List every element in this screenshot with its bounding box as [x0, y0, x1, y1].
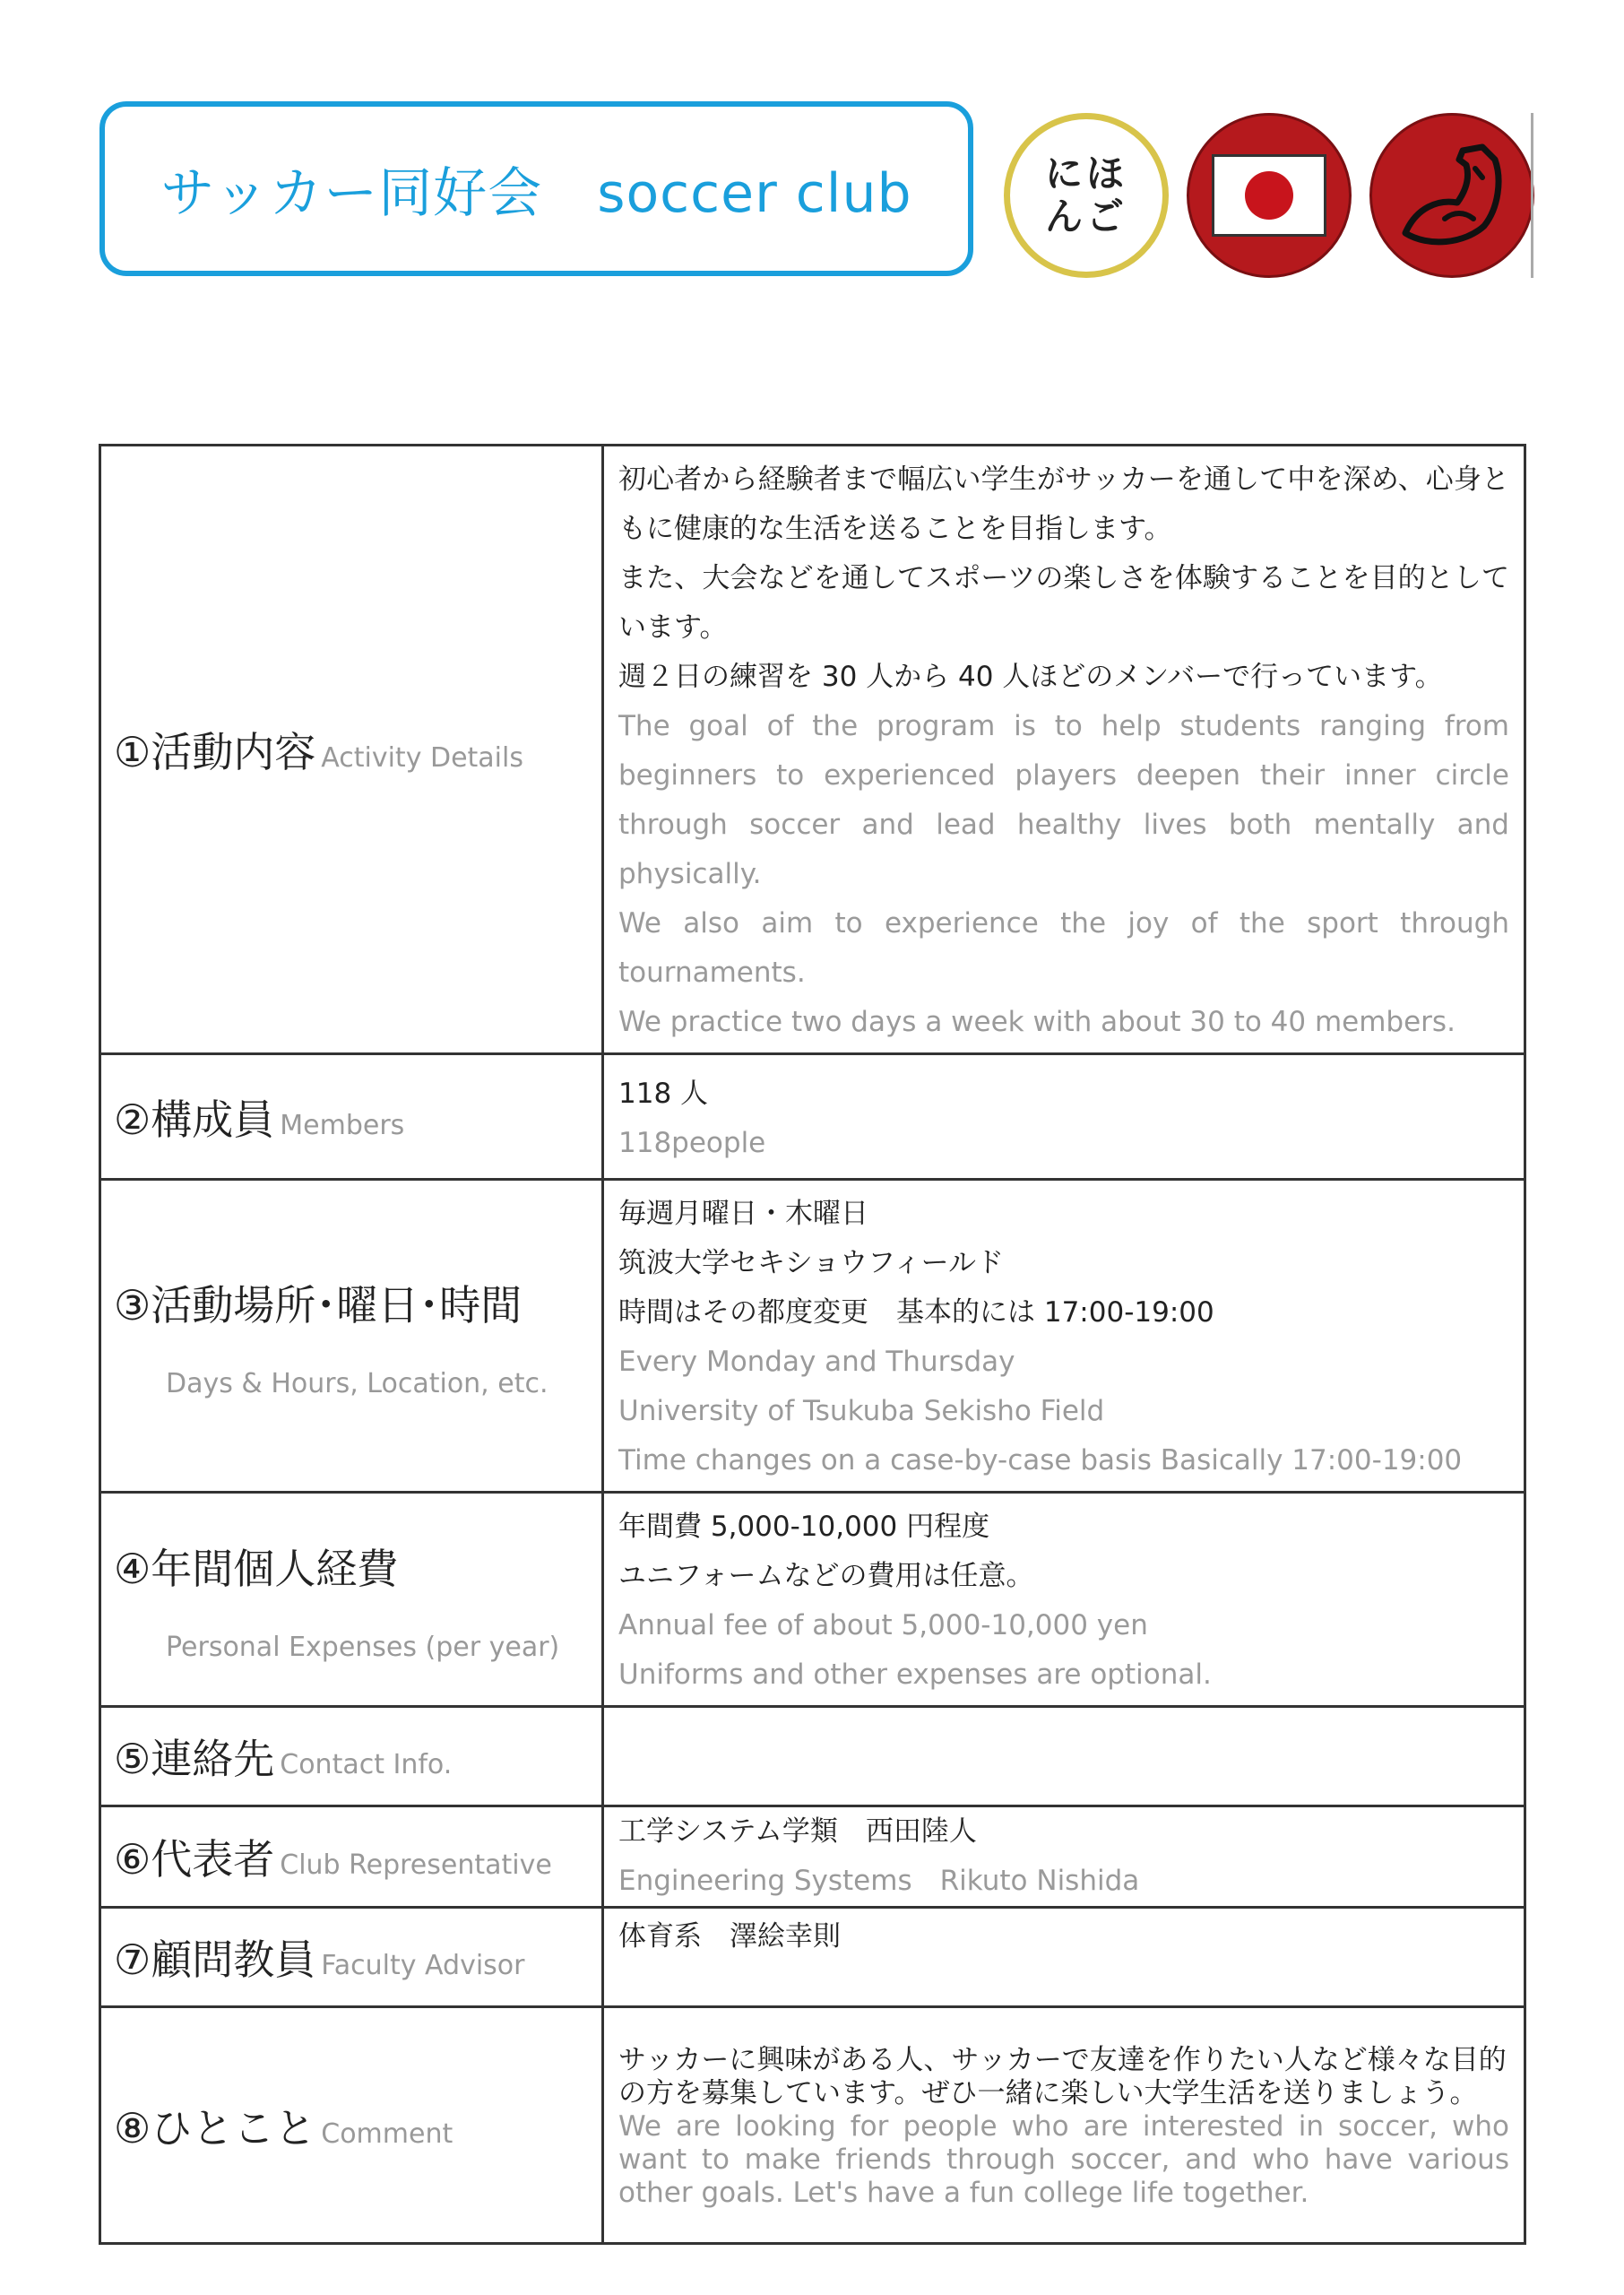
value-cell-schedule	[603, 1180, 1525, 1493]
value-cell-representative	[603, 1806, 1525, 1908]
label-activity-jp: ①活動内容	[114, 728, 316, 776]
members-en: 118people	[618, 1126, 766, 1159]
label-comment-jp: ⑧ひとこと	[114, 2103, 316, 2152]
schedule-jp-2: 筑波大学セキショウフィールド	[618, 1247, 1004, 1279]
label-comment-en: Comment	[321, 2117, 454, 2150]
activity-jp-3: 週２日の練習を 30 人から 40 人ほどのメンバーで行っています。	[618, 661, 1443, 693]
label-schedule-jp: ③活動場所･曜日･時間	[114, 1280, 523, 1329]
label-cell-members	[100, 1054, 603, 1180]
page-title: サッカー同好会 soccer club	[160, 161, 912, 225]
value-cell-advisor	[603, 1908, 1525, 2007]
table-row-contact	[100, 1707, 1525, 1806]
label-advisor-en: Faculty Advisor	[321, 1950, 525, 1981]
label-representative-jp: ⑥代表者	[114, 1835, 275, 1884]
value-cell-expenses	[603, 1493, 1525, 1707]
nihongo-badge	[1004, 113, 1169, 278]
title-box	[99, 101, 973, 276]
activity-jp-2: また、大会などを通してスポーツの楽しさを体験することを目的としています。	[618, 562, 1509, 644]
label-cell-schedule	[100, 1180, 603, 1493]
japan-flag-icon	[1212, 154, 1326, 237]
table-row-comment	[100, 2007, 1525, 2244]
representative-jp: 工学システム学類 西田陸人	[618, 1815, 977, 1848]
table-row-representative	[100, 1806, 1525, 1908]
label-members-jp: ②構成員	[114, 1095, 275, 1144]
label-contact-en: Contact Info.	[280, 1749, 453, 1780]
label-cell-comment	[100, 2007, 603, 2244]
edge-divider	[1531, 113, 1533, 278]
activity-en-3: We practice two days a week with about 30 to 40 members.	[618, 1006, 1456, 1038]
expenses-en-1: Annual fee of about 5,000-10,000 yen	[618, 1609, 1148, 1641]
activity-en-2: We also aim to experience the joy of the sport through tournaments.	[618, 907, 1509, 989]
comment-jp: サッカーに興味がある人、サッカーで友達を作りたい人など様々な目的の方を募集しています。ぜひ一緒に楽しい大学生活を送りましょう。	[618, 2044, 1507, 2109]
label-expenses-en: Personal Expenses (per year)	[166, 1631, 560, 1663]
advisor-jp: 体育系 澤絵幸則	[618, 1920, 841, 1953]
label-activity-en: Activity Details	[321, 742, 523, 774]
activity-en-1: The goal of the program is to help students ranging from beginners to experienced players deepen their inner circle through soccer and lead healthy lives both mentally and physically.	[618, 710, 1509, 890]
flexed-arm-icon	[1389, 133, 1515, 258]
label-advisor-jp: ⑦顧問教員	[114, 1936, 316, 1984]
comment-en: We are looking for people who are interested in soccer, who want to make friends through soccer, and who have various other goals. Let's have a fun college life together.	[618, 2110, 1509, 2209]
badge-group	[1004, 113, 1534, 278]
value-cell-members	[603, 1054, 1525, 1180]
label-cell-activity	[100, 446, 603, 1054]
schedule-jp-3: 時間はその都度変更 基本的には 17:00-19:00	[618, 1296, 1214, 1329]
schedule-en-2: University of Tsukuba Sekisho Field	[618, 1395, 1105, 1427]
label-representative-en: Club Representative	[280, 1849, 552, 1881]
table-row-advisor	[100, 1908, 1525, 2007]
schedule-jp-1: 毎週月曜日・木曜日	[618, 1198, 868, 1230]
flag-sun	[1245, 171, 1293, 220]
table-row-expenses	[100, 1493, 1525, 1707]
table-row-schedule	[100, 1180, 1525, 1493]
table-row-members	[100, 1054, 1525, 1180]
muscle-badge	[1369, 113, 1534, 278]
members-jp: 118 人	[618, 1077, 709, 1110]
label-cell-advisor	[100, 1908, 603, 2007]
japan-flag-badge	[1187, 113, 1352, 278]
label-schedule-en: Days & Hours, Location, etc.	[166, 1367, 549, 1399]
label-members-en: Members	[280, 1109, 405, 1141]
info-table	[99, 444, 1526, 2245]
table-row-activity	[100, 446, 1525, 1054]
nihongo-badge-line2: んご	[1044, 195, 1127, 238]
label-expenses-jp: ④年間個人経費	[114, 1544, 399, 1593]
label-cell-expenses	[100, 1493, 603, 1707]
value-cell-activity	[603, 446, 1525, 1054]
label-cell-representative	[100, 1806, 603, 1908]
value-cell-contact	[603, 1707, 1525, 1806]
representative-en: Engineering Systems Rikuto Nishida	[618, 1865, 1140, 1897]
expenses-jp-1: 年間費 5,000-10,000 円程度	[618, 1511, 990, 1543]
activity-jp-1: 初心者から経験者まで幅広い学生がサッカーを通して中を深め、心身ともに健康的な生活を送ることを目指します。	[618, 463, 1509, 545]
value-cell-comment	[603, 2007, 1525, 2244]
schedule-en-3: Time changes on a case-by-case basis Basically 17:00-19:00	[618, 1444, 1463, 1477]
expenses-jp-2: ユニフォームなどの費用は任意。	[618, 1560, 1034, 1592]
label-cell-contact	[100, 1707, 603, 1806]
nihongo-badge-line1: にほ	[1044, 152, 1127, 195]
label-contact-jp: ⑤連絡先	[114, 1735, 275, 1783]
schedule-en-1: Every Monday and Thursday	[618, 1346, 1015, 1378]
expenses-en-2: Uniforms and other expenses are optional.	[618, 1658, 1212, 1691]
